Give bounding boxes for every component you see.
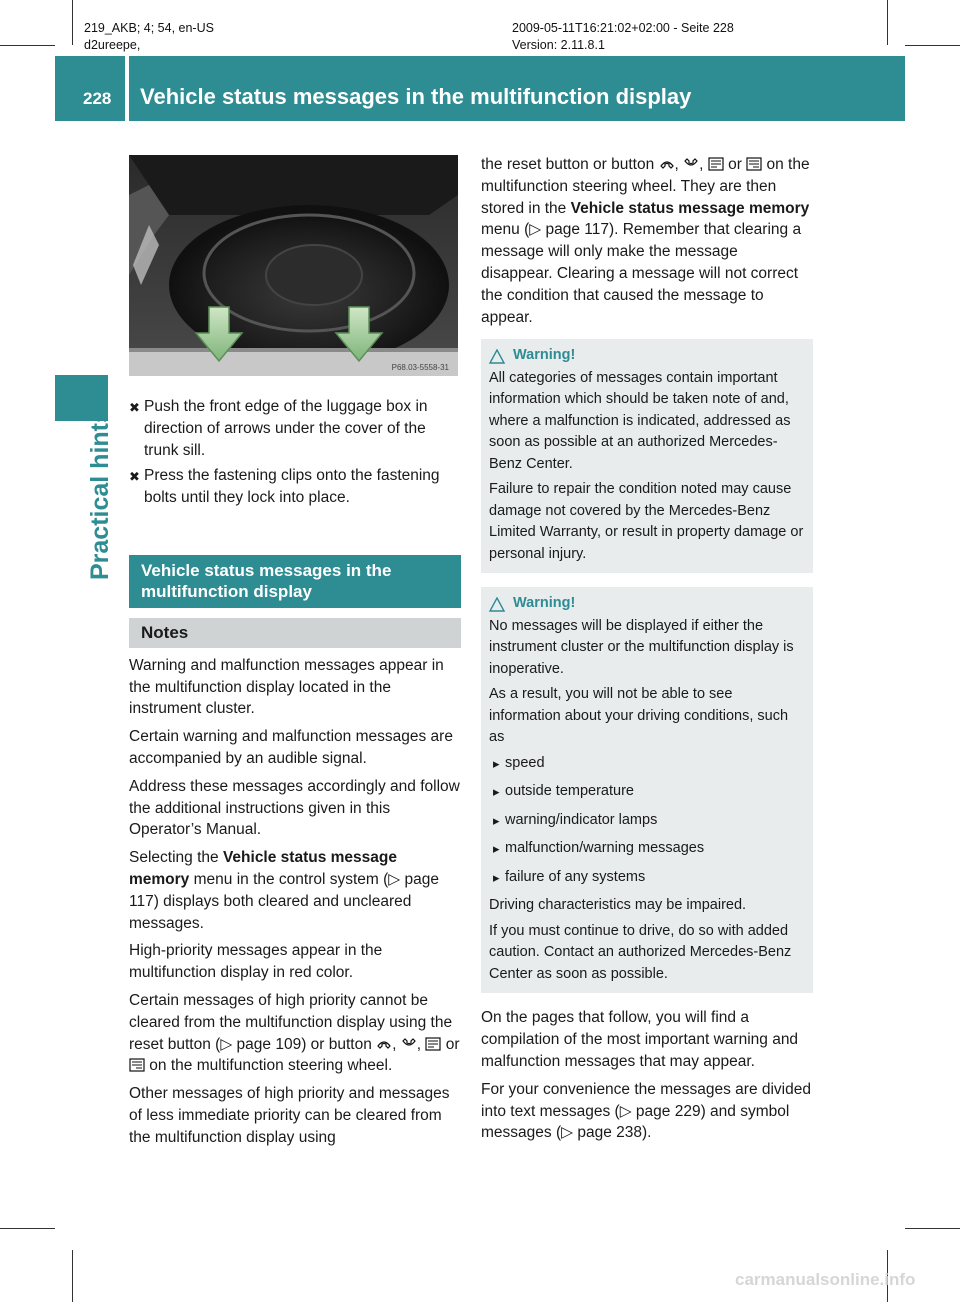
call-accept-icon [376,1037,392,1051]
print-meta-line: 2009-05-11T16:21:02+02:00 - Seite 228 [512,21,734,35]
list-item [489,810,805,832]
print-meta-right [512,20,734,54]
paragraph: On the pages that follow, you will find a compilation of the most important warning and malfunction messages that may appear. [481,1009,799,1070]
text: , [392,1035,401,1053]
page-number: 228 [83,89,112,108]
text: menu in the control system (▷ page 117) displays both cleared and uncleared messages. [129,870,440,932]
warning-paragraph: As a result, you will not be able to see information about your driving conditions, such as [489,686,789,746]
instruction-step [129,396,461,461]
step-arrow-icon: ✖ [129,400,140,415]
paragraph [129,990,461,1077]
print-meta-line: 219_AKB; 4; 54, en-US [84,21,214,35]
page-title: Vehicle status messages in the multifunction display [140,84,692,109]
step-text: Push the front edge of the luggage box in direction of arrows under the cover of the trunk sill. [144,398,428,459]
bullet-icon: ▸ [493,869,500,885]
warning-triangle-icon [489,597,505,612]
chapter-label: Practical hints [86,409,114,580]
list-item-text: failure of any systems [505,868,646,885]
list-item-text: malfunction/warning messages [505,840,705,857]
subsection-heading: Notes [129,618,461,648]
bullet-icon: ▸ [493,784,500,800]
menu-name: Vehicle status message memory [129,849,397,888]
paragraph: Other messages of high priority and messages of less immediate priority can be cleared from the multifunction display using [129,1085,450,1146]
step-arrow-icon: ✖ [129,469,140,485]
instruction-step [129,465,461,509]
list-item [489,753,805,775]
warning-triangle-icon [489,349,505,364]
warning-title [489,345,805,367]
call-accept-icon [659,157,675,171]
list-item-text: outside temperature [505,783,634,800]
text: , [674,156,684,173]
crop-mark [905,45,960,46]
text: or [723,156,747,173]
menu-name: Vehicle status message memory [570,199,810,217]
warning-paragraph: Driving characteristics may be impaired. [489,897,747,914]
list-item [489,867,805,889]
text: Certain messages of high priority cannot be cleared from the multifunction display using the reset button (▷ page 109) or button [129,991,453,1053]
text: on the multifunction steering wheel. [145,1057,393,1075]
warning-box [481,339,813,573]
warning-title-text: Warning! [513,595,576,612]
list-item [489,838,805,860]
crop-mark [905,1228,960,1229]
page-forward-icon [746,157,762,171]
section-heading: Vehicle status messages in the multifunction display [129,555,461,608]
list-item-text: warning/indicator lamps [505,811,658,828]
luggage-box-photo [129,155,458,376]
page-header [55,56,905,121]
warning-paragraph: No messages will be displayed if either the instrument cluster or the multifunction display is inoperative. [489,617,794,677]
paragraph: Certain warning and malfunction messages are accompanied by an audible signal. [129,728,453,767]
text: Selecting the [129,849,223,867]
text: on the multifunction steering wheel. They are then stored in the [481,156,810,217]
page-back-icon [425,1037,441,1051]
text: , [416,1035,426,1053]
paragraph: Warning and malfunction messages appear in the multifunction display located in the instrument cluster. [129,656,444,718]
paragraph: High-priority messages appear in the multifunction display in red color. [129,942,383,982]
bullet-icon: ▸ [493,755,500,771]
page-forward-icon [129,1058,145,1072]
crop-mark [72,1250,73,1302]
bullet-icon: ▸ [493,812,500,828]
figure-code: P68.03-5558-31 [391,363,449,372]
header-divider [125,56,129,121]
warning-title-text: Warning! [513,347,576,364]
text: menu (▷ page 117). Remember that clearing a message will only make the message disappear. Clearing a message will not correct the condition that caused the message to appear. [481,221,802,326]
step-text: Press the fastening clips onto the fastening bolts until they lock into place. [144,467,440,507]
print-meta-line: d2ureepe, [84,38,141,52]
call-end-icon [683,157,699,171]
paragraph: Address these messages accordingly and follow the additional instructions given in this Operator’s Manual. [129,777,460,839]
paragraph [481,154,813,328]
warning-paragraph: If you must continue to drive, do so with added caution. Contact an authorized Mercedes-Benz Center as soon as possible. [489,922,792,982]
text: , [699,156,704,173]
list-item-text: speed [505,754,545,771]
crop-mark [72,0,73,45]
call-end-icon [401,1037,417,1051]
text: or [441,1035,460,1053]
crop-mark [887,0,888,45]
warning-paragraph: All categories of messages contain important information which should be taken note of and, where a malfunction is indicated, addressed as soon as possible at an authorized Mercedes-Benz Center. [489,369,791,472]
paragraph: For your convenience the messages are divided into text messages (▷ page 229) and symbol messages (▷ page 238). [481,1080,811,1142]
left-column [129,396,461,1155]
print-meta-left [84,20,214,54]
crop-mark [0,1228,55,1229]
bullet-icon: ▸ [493,841,500,857]
right-column [481,154,813,1150]
bullet-list [489,753,805,889]
warning-title [489,593,805,615]
paragraph [129,847,461,934]
watermark: carmanualsonline.info [735,1270,916,1289]
page-back-icon [708,157,724,171]
print-meta-line: Version: 2.11.8.1 [512,38,605,52]
crop-mark [0,45,55,46]
list-item [489,781,805,803]
warning-box [481,587,813,993]
warning-paragraph: Failure to repair the condition noted may cause damage not covered by the Mercedes-Benz Limited Warranty, or result in property damage or personal injury. [489,481,804,562]
text: the reset button or button [481,156,659,173]
